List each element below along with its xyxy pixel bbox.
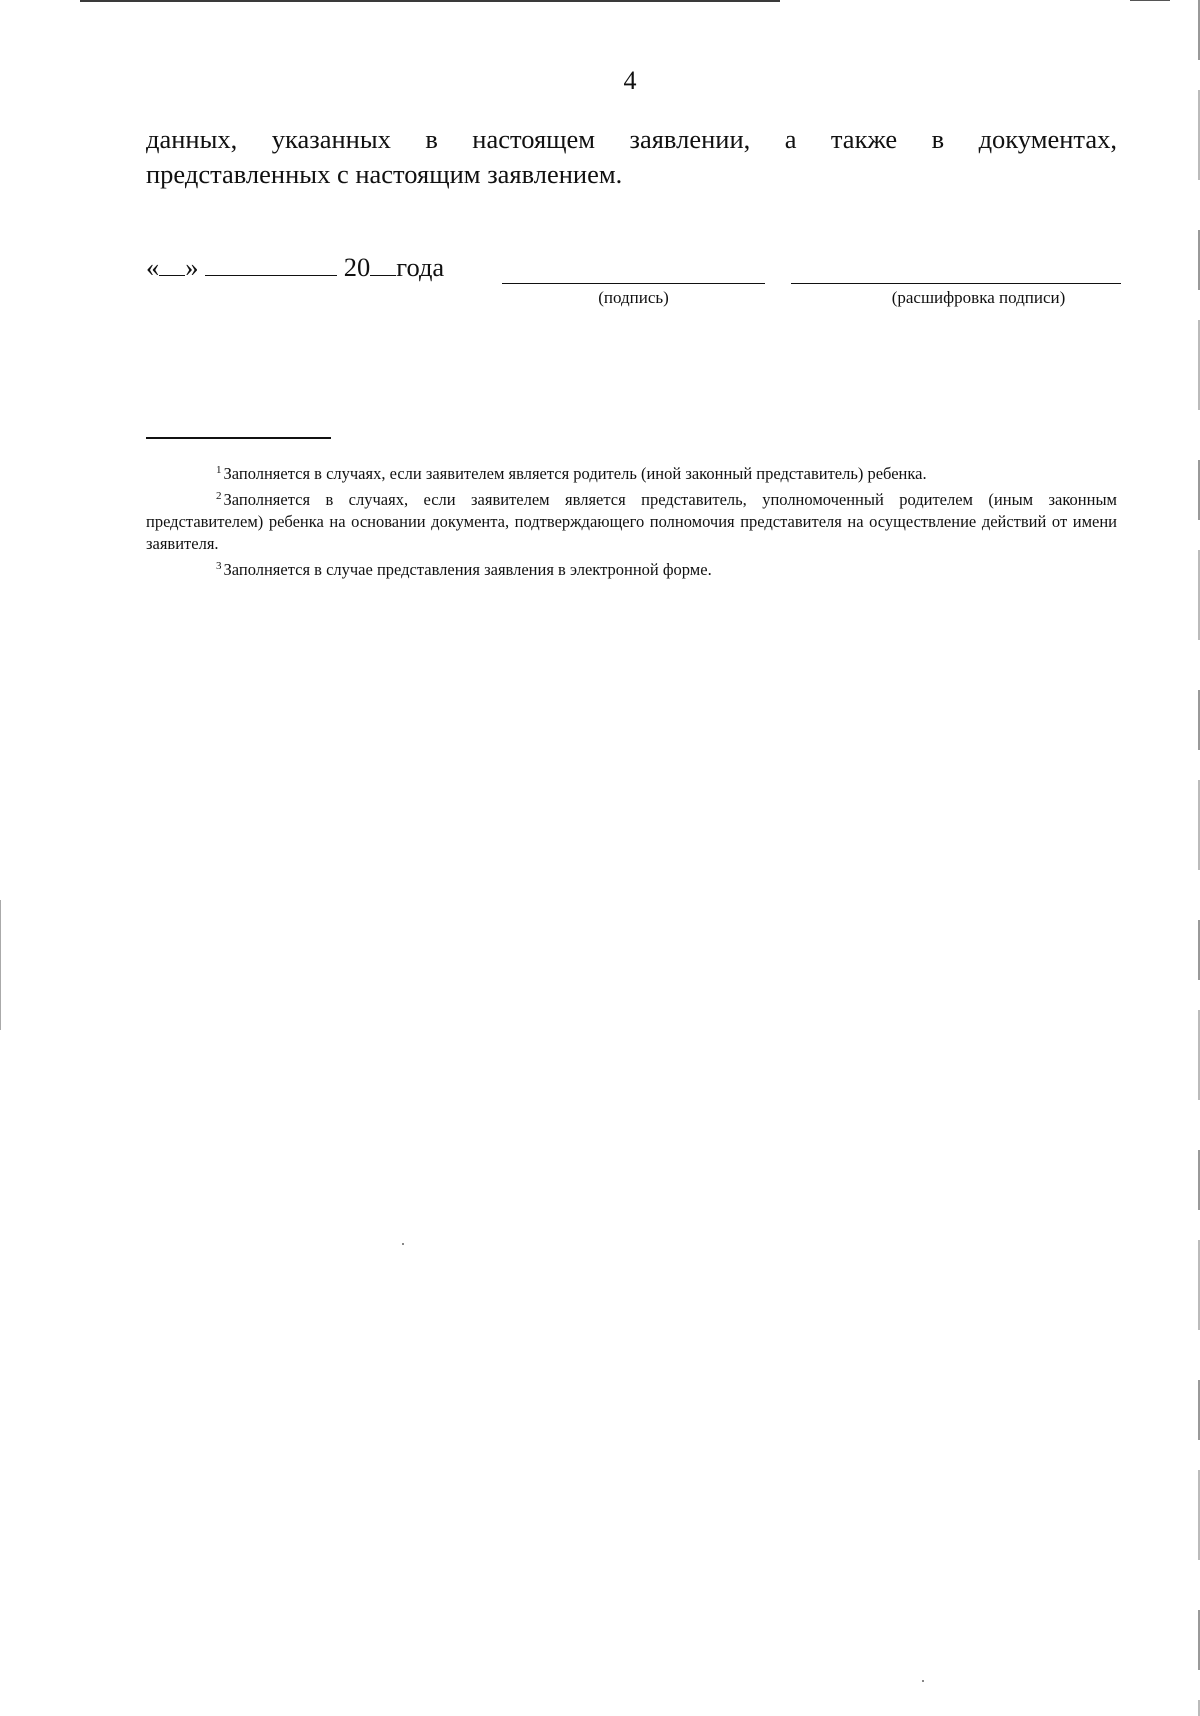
body-word: а [784, 124, 797, 154]
body-line-1 [146, 122, 1117, 157]
month-blank[interactable] [205, 275, 337, 276]
page-number: 4 [623, 66, 637, 95]
quote-open: « [146, 252, 160, 282]
footnote-marker: 1 [216, 464, 222, 476]
signature-caption: (подпись) [598, 288, 669, 307]
footnotes [146, 459, 1117, 581]
year-blank[interactable] [370, 275, 396, 276]
day-blank[interactable] [159, 275, 185, 276]
body-word: заявлении, [629, 124, 751, 154]
decryption-line[interactable] [791, 283, 1121, 284]
year-prefix: 20 [343, 252, 371, 282]
footnote-1 [146, 459, 1117, 485]
body-word: также [830, 124, 898, 154]
footnote-2 [146, 485, 1117, 555]
scan-edge-top [80, 0, 780, 2]
footnote-marker: 3 [216, 560, 222, 572]
body-word: документах, [978, 124, 1117, 154]
scan-edge-top-right [1130, 0, 1170, 1]
year-suffix: года [396, 252, 445, 282]
body-paragraph [146, 122, 1117, 192]
body-word: в [931, 124, 945, 154]
footnote-separator [146, 437, 331, 439]
body-word: указанных [271, 124, 391, 154]
footnote-marker: 2 [216, 490, 222, 502]
body-word: данных, [146, 124, 238, 154]
signature-line[interactable] [502, 283, 765, 284]
body-word: в [425, 124, 438, 154]
date-field [146, 252, 444, 283]
decryption-caption: (расшифровка подписи) [891, 288, 1066, 307]
body-line-2: представленных с настоящим заявлением. [146, 159, 623, 189]
footnote-text: Заполняется в случаях, если заявителем является представитель, уполномоченный родителем (иным законным представителем) ребенка на основании документа, подтверждающего полномочия представителя на осуществление действий от имени заявителя. [146, 490, 1117, 553]
scan-speck [922, 1680, 924, 1682]
footnote-text: Заполняется в случае представления заявления в электронной форме. [223, 560, 712, 579]
body-word: настоящем [472, 124, 596, 154]
signature-row [146, 252, 1121, 312]
scan-edge-left [0, 900, 1, 1030]
scan-speck [402, 1243, 404, 1245]
footnote-text: Заполняется в случаях, если заявителем является родитель (иной законный представитель) ребенка. [223, 464, 927, 483]
quote-close: » [185, 252, 199, 282]
footnote-3 [146, 555, 1117, 581]
